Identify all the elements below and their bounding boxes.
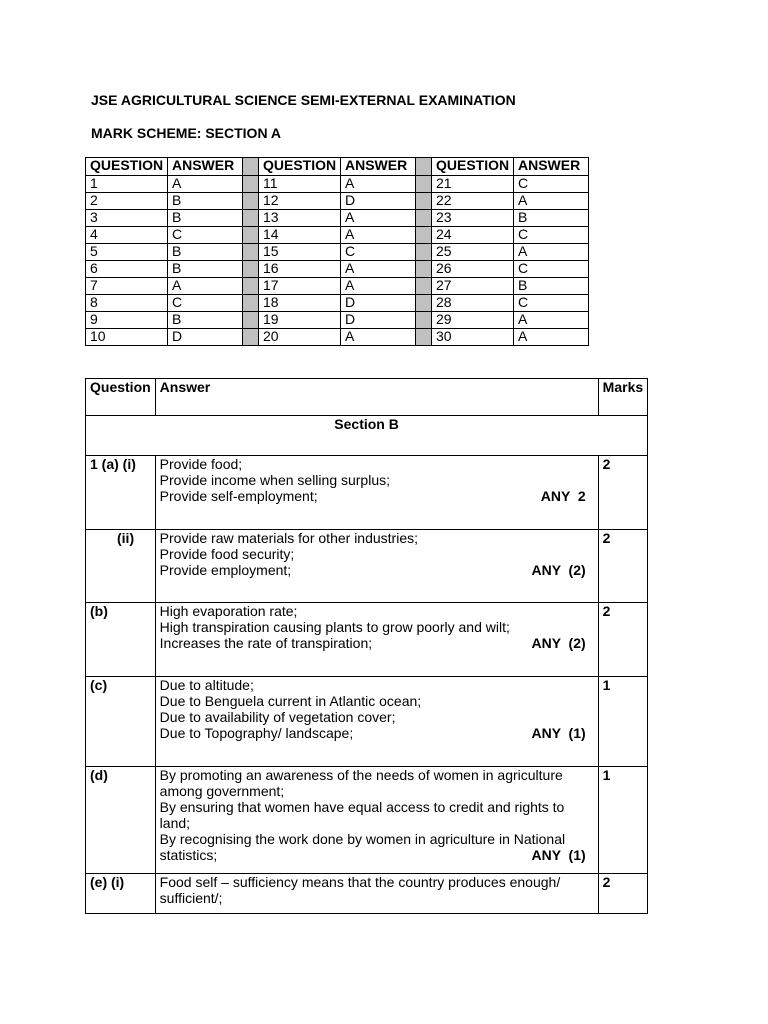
- answer-line: By recognising the work done by women in agriculture in National: [159, 831, 566, 847]
- section-a-header-row: [86, 158, 589, 176]
- column-spacer: [416, 244, 432, 261]
- header-marks: Marks: [598, 379, 647, 416]
- question-number-cell: 10: [86, 329, 168, 346]
- column-spacer: [416, 193, 432, 210]
- question-number-cell: 8: [86, 295, 168, 312]
- answer-line: Provide income when selling surplus;: [159, 472, 391, 488]
- section-b-title: Section B: [86, 416, 648, 456]
- answer-line: By promoting an awareness of the needs of women in agriculture among government;: [159, 767, 563, 799]
- table-row: [86, 456, 648, 530]
- column-spacer: [243, 261, 259, 278]
- marks-cell: 1: [598, 677, 647, 767]
- header-question: QUESTION: [86, 158, 168, 176]
- column-spacer: [243, 312, 259, 329]
- answer-cell: A: [168, 278, 243, 295]
- table-row: [86, 312, 589, 329]
- question-number-cell: 7: [86, 278, 168, 295]
- column-spacer: [416, 158, 432, 176]
- answer-cell: A: [341, 278, 416, 295]
- answer-cell: D: [341, 312, 416, 329]
- question-number-cell: 16: [259, 261, 341, 278]
- question-label: (d): [86, 767, 156, 874]
- answer-line: Due to Benguela current in Atlantic ocean;: [159, 693, 422, 709]
- any-marks-note: ANY (2): [531, 562, 586, 578]
- column-spacer: [416, 295, 432, 312]
- table-row: [86, 530, 648, 603]
- table-row: [86, 193, 589, 210]
- answer-line: By ensuring that women have equal access to credit and rights to land;: [159, 799, 565, 831]
- answer-cell: B: [514, 210, 589, 227]
- question-number-cell: 13: [259, 210, 341, 227]
- answer-text: [155, 603, 598, 677]
- question-number-cell: 15: [259, 244, 341, 261]
- table-row: [86, 227, 589, 244]
- answer-cell: D: [168, 329, 243, 346]
- table-row: [86, 874, 648, 914]
- answer-line: High transpiration causing plants to grow poorly and wilt;: [159, 619, 510, 635]
- column-spacer: [416, 227, 432, 244]
- question-number-cell: 14: [259, 227, 341, 244]
- table-row: [86, 767, 648, 874]
- question-number-cell: 19: [259, 312, 341, 329]
- question-number-cell: 6: [86, 261, 168, 278]
- marks-cell: 2: [598, 530, 647, 603]
- table-row: [86, 244, 589, 261]
- answer-text: [155, 874, 598, 914]
- answer-line: Due to Topography/ landscape;: [159, 725, 354, 741]
- question-number-cell: 4: [86, 227, 168, 244]
- table-row: [86, 603, 648, 677]
- header-answer: Answer: [155, 379, 598, 416]
- table-row: [86, 677, 648, 767]
- any-marks-note: ANY (1): [531, 725, 586, 741]
- question-number-cell: 27: [432, 278, 514, 295]
- answer-text: [155, 530, 598, 603]
- answer-last-line: [160, 488, 594, 504]
- any-marks-note: ANY (2): [531, 635, 586, 651]
- question-label: (e) (i): [86, 874, 156, 914]
- answer-cell: B: [514, 278, 589, 295]
- column-spacer: [416, 312, 432, 329]
- answer-line: Due to altitude;: [159, 677, 254, 693]
- answer-cell: B: [168, 210, 243, 227]
- answer-line: Provide food;: [159, 456, 243, 472]
- section-a-answer-table: [85, 157, 589, 346]
- answer-cell: B: [168, 312, 243, 329]
- answer-cell: C: [168, 295, 243, 312]
- question-number-cell: 3: [86, 210, 168, 227]
- answer-line: Provide food security;: [159, 546, 295, 562]
- section-a-heading: MARK SCHEME: SECTION A: [91, 125, 282, 141]
- answer-cell: C: [514, 261, 589, 278]
- answer-cell: D: [341, 193, 416, 210]
- column-spacer: [416, 329, 432, 346]
- answer-line: Provide employment;: [159, 562, 292, 578]
- section-b-mark-table: [85, 378, 648, 914]
- answer-cell: A: [341, 261, 416, 278]
- question-number-cell: 22: [432, 193, 514, 210]
- question-number-cell: 30: [432, 329, 514, 346]
- answer-cell: A: [341, 176, 416, 193]
- answer-cell: C: [341, 244, 416, 261]
- question-number-cell: 2: [86, 193, 168, 210]
- column-spacer: [416, 210, 432, 227]
- column-spacer: [416, 278, 432, 295]
- answer-line: Food self – sufficiency means that the country produces enough/ sufficient/;: [159, 874, 561, 906]
- answer-cell: A: [341, 227, 416, 244]
- section-b-title-row: [86, 416, 648, 456]
- answer-line: Due to availability of vegetation cover;: [159, 709, 396, 725]
- marks-cell: 2: [598, 874, 647, 914]
- answer-cell: A: [514, 193, 589, 210]
- answer-line: High evaporation rate;: [159, 603, 298, 619]
- marks-cell: 1: [598, 767, 647, 874]
- question-number-cell: 11: [259, 176, 341, 193]
- answer-cell: B: [168, 261, 243, 278]
- table-row: [86, 295, 589, 312]
- header-answer: ANSWER: [341, 158, 416, 176]
- table-row: [86, 261, 589, 278]
- table-row: [86, 329, 589, 346]
- answer-line: statistics;: [159, 847, 218, 863]
- question-number-cell: 12: [259, 193, 341, 210]
- column-spacer: [243, 244, 259, 261]
- table-row: [86, 210, 589, 227]
- table-row: [86, 176, 589, 193]
- answer-cell: D: [341, 295, 416, 312]
- question-number-cell: 1: [86, 176, 168, 193]
- answer-line: Provide raw materials for other industries;: [159, 530, 418, 546]
- question-label: (c): [86, 677, 156, 767]
- column-spacer: [243, 227, 259, 244]
- column-spacer: [243, 193, 259, 210]
- document-title: JSE AGRICULTURAL SCIENCE SEMI-EXTERNAL EXAMINATION: [91, 92, 516, 108]
- answer-last-line: [160, 725, 594, 741]
- answer-cell: A: [168, 176, 243, 193]
- column-spacer: [243, 329, 259, 346]
- question-number-cell: 5: [86, 244, 168, 261]
- answer-cell: C: [514, 295, 589, 312]
- question-number-cell: 20: [259, 329, 341, 346]
- column-spacer: [243, 158, 259, 176]
- answer-cell: C: [514, 227, 589, 244]
- answer-cell: A: [514, 312, 589, 329]
- question-number-cell: 18: [259, 295, 341, 312]
- column-spacer: [243, 210, 259, 227]
- answer-cell: B: [168, 193, 243, 210]
- header-answer: ANSWER: [514, 158, 589, 176]
- answer-cell: A: [514, 244, 589, 261]
- answer-text: [155, 456, 598, 530]
- question-number-cell: 21: [432, 176, 514, 193]
- marks-cell: 2: [598, 456, 647, 530]
- answer-cell: A: [341, 329, 416, 346]
- question-label: (ii): [86, 530, 156, 603]
- question-number-cell: 25: [432, 244, 514, 261]
- header-question: QUESTION: [432, 158, 514, 176]
- column-spacer: [243, 295, 259, 312]
- answer-last-line: [160, 562, 594, 578]
- header-answer: ANSWER: [168, 158, 243, 176]
- header-question: QUESTION: [259, 158, 341, 176]
- question-number-cell: 17: [259, 278, 341, 295]
- answer-last-line: [160, 847, 594, 863]
- question-number-cell: 24: [432, 227, 514, 244]
- answer-last-line: [160, 635, 594, 651]
- header-question: Question: [86, 379, 156, 416]
- question-number-cell: 28: [432, 295, 514, 312]
- question-number-cell: 26: [432, 261, 514, 278]
- answer-line: Provide self-employment;: [159, 488, 318, 504]
- any-marks-note: ANY 2: [540, 488, 586, 504]
- table-row: [86, 278, 589, 295]
- column-spacer: [243, 176, 259, 193]
- any-marks-note: ANY (1): [531, 847, 586, 863]
- marks-cell: 2: [598, 603, 647, 677]
- answer-cell: C: [168, 227, 243, 244]
- section-b-header-row: [86, 379, 648, 416]
- question-label: (b): [86, 603, 156, 677]
- column-spacer: [416, 176, 432, 193]
- answer-cell: B: [168, 244, 243, 261]
- question-number-cell: 29: [432, 312, 514, 329]
- answer-text: [155, 767, 598, 874]
- answer-cell: C: [514, 176, 589, 193]
- answer-cell: A: [341, 210, 416, 227]
- column-spacer: [416, 261, 432, 278]
- answer-line: Increases the rate of transpiration;: [159, 635, 373, 651]
- column-spacer: [243, 278, 259, 295]
- answer-text: [155, 677, 598, 767]
- question-number-cell: 23: [432, 210, 514, 227]
- question-label: 1 (a) (i): [86, 456, 156, 530]
- question-number-cell: 9: [86, 312, 168, 329]
- answer-cell: A: [514, 329, 589, 346]
